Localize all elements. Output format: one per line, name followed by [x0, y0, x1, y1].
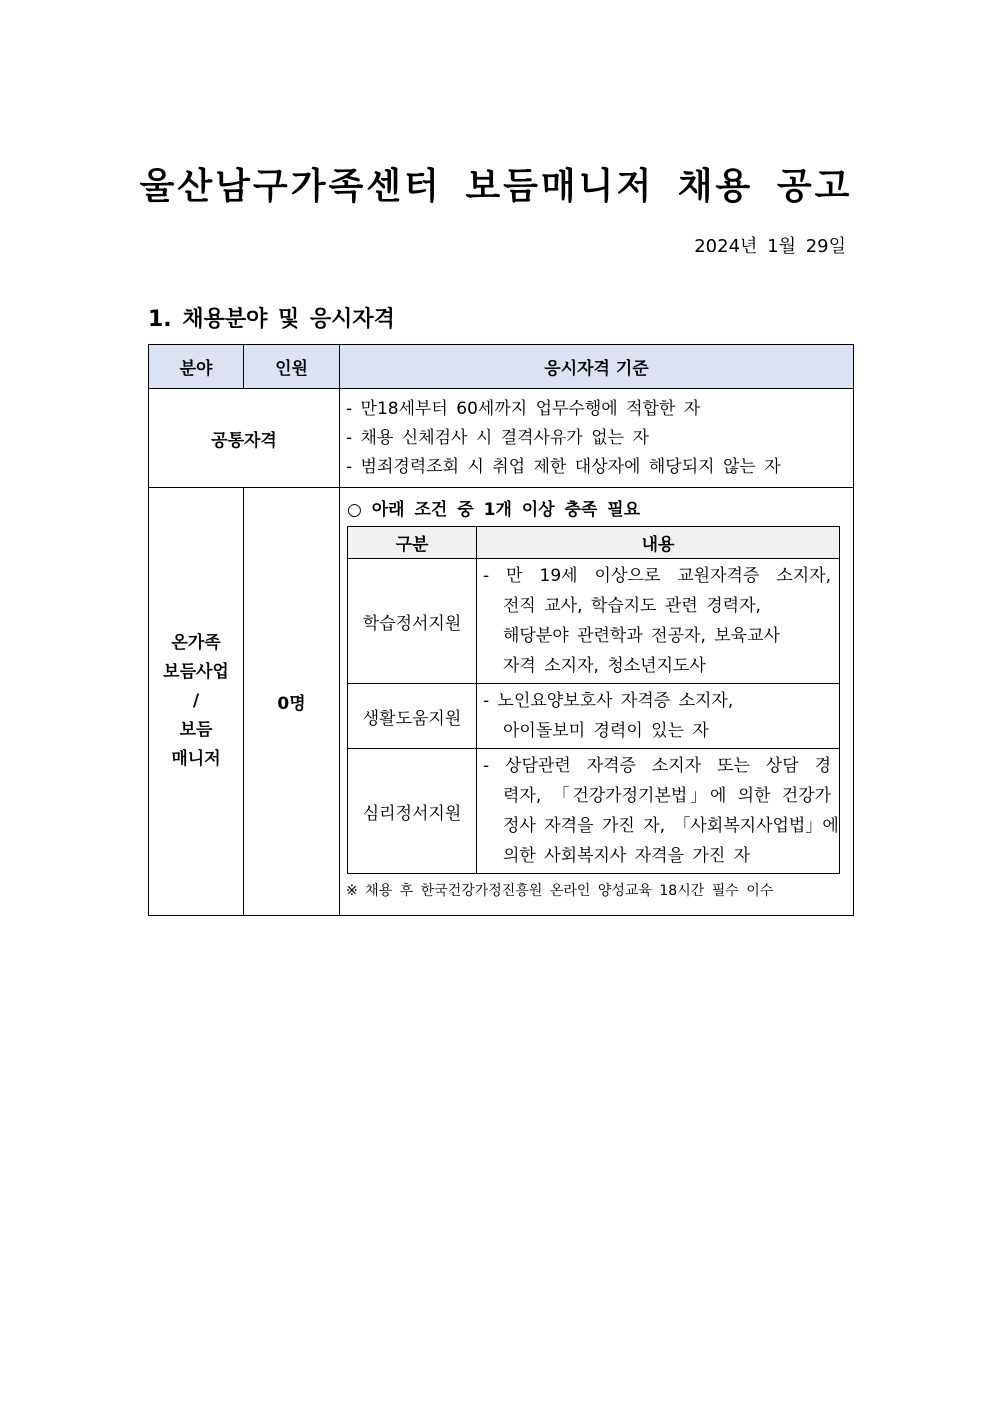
condition-header-category: 구분	[348, 527, 477, 559]
condition-row-psych	[348, 749, 840, 874]
page-title: 울산남구가족센터 보듬매니저 채용 공고	[139, 166, 853, 207]
content-line: 정사 자격을 가진 자, 「사회복지사업법」에	[503, 816, 839, 836]
field-name	[149, 488, 244, 916]
field-count: 0명	[244, 488, 340, 916]
header-criteria: 응시자격 기준	[340, 345, 854, 389]
content-line: - 상담관련 자격증 소지자 또는 상담 경	[483, 756, 831, 776]
common-label: 공통자격	[149, 389, 340, 488]
content-line: 전직 교사, 학습지도 관련 경력자,	[503, 596, 761, 616]
field-name-line: 매니저	[171, 749, 221, 769]
training-note: ※ 채용 후 한국건강가정진흥원 온라인 양성교육 18시간 필수 이수	[346, 883, 774, 899]
section-heading: 1. 채용분야 및 응시자격	[148, 307, 395, 332]
condition-header-content: 내용	[477, 527, 840, 559]
condition-category: 학습정서지원	[348, 559, 477, 684]
common-item: - 만18세부터 60세까지 업무수행에 적합한 자	[346, 398, 701, 419]
condition-table	[347, 526, 840, 874]
condition-content	[477, 684, 840, 749]
condition-content	[477, 559, 840, 684]
content-line: 자격 소지자, 청소년지도사	[503, 656, 706, 676]
common-qualification-row	[149, 389, 854, 488]
qualification-table	[148, 344, 854, 916]
condition-header-row	[348, 527, 840, 559]
header-field: 분야	[149, 345, 244, 389]
content-line: 력자, 「건강가정기본법」에 의한 건강가	[503, 786, 831, 806]
condition-content	[477, 749, 840, 874]
content-line: 의한 사회복지사 자격을 가진 자	[503, 846, 751, 866]
condition-category: 심리정서지원	[348, 749, 477, 874]
common-item: - 범죄경력조회 시 취업 제한 대상자에 해당되지 않는 자	[346, 456, 781, 477]
condition-category: 생활도움지원	[348, 684, 477, 749]
condition-row-living	[348, 684, 840, 749]
field-criteria	[340, 488, 854, 916]
content-line: 아이돌보미 경력이 있는 자	[503, 721, 709, 741]
condition-heading: ○ 아래 조건 중 1개 이상 충족 필요	[347, 500, 641, 520]
condition-row-learning	[348, 559, 840, 684]
field-row	[149, 488, 854, 916]
announcement-date: 2024년 1월 29일	[694, 236, 846, 257]
content-line: - 노인요양보호사 자격증 소지자,	[483, 691, 734, 711]
field-name-line: 온가족	[171, 633, 221, 653]
content-line: - 만 19세 이상으로 교원자격증 소지자,	[483, 566, 831, 586]
header-count: 인원	[244, 345, 340, 389]
common-items	[340, 389, 854, 488]
common-item: - 채용 신체검사 시 결격사유가 없는 자	[346, 427, 649, 448]
content-line: 해당분야 관련학과 전공자, 보육교사	[503, 626, 780, 646]
field-name-line: 보듬사업	[163, 662, 229, 682]
field-name-line: 보듬	[179, 720, 213, 740]
table-header-row	[149, 345, 854, 389]
field-name-line: /	[192, 691, 200, 711]
